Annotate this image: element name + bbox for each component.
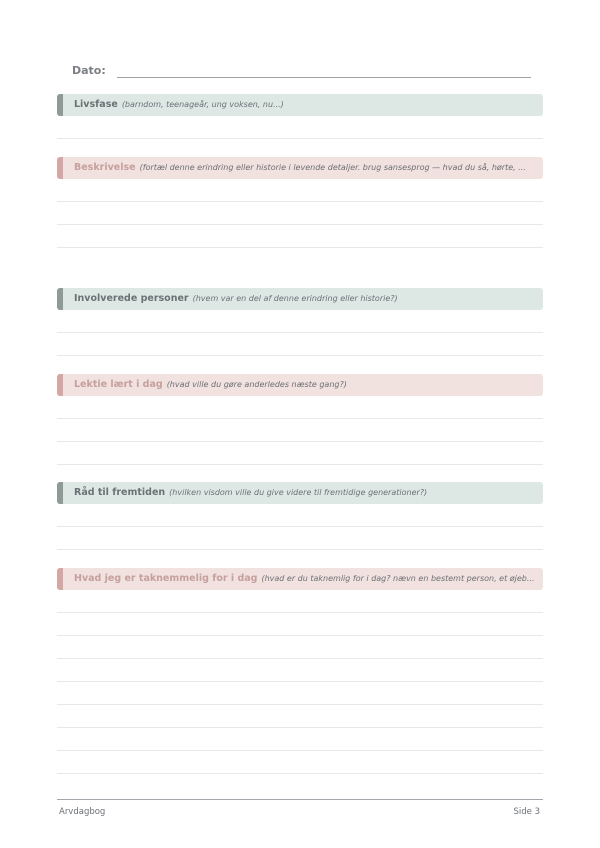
section-accent bbox=[57, 288, 63, 310]
section-title-text: Råd til fremtiden bbox=[74, 487, 166, 498]
writing-line[interactable] bbox=[57, 225, 543, 248]
writing-line[interactable] bbox=[57, 728, 543, 751]
writing-line[interactable] bbox=[57, 527, 543, 550]
writing-line[interactable] bbox=[57, 396, 543, 419]
section-0 bbox=[57, 94, 543, 139]
section-4 bbox=[57, 482, 543, 550]
section-header bbox=[57, 288, 543, 310]
section-header bbox=[57, 568, 543, 590]
section-header bbox=[57, 374, 543, 396]
writing-line[interactable] bbox=[57, 613, 543, 636]
writing-line[interactable] bbox=[57, 333, 543, 356]
writing-line[interactable] bbox=[57, 419, 543, 442]
writing-line[interactable] bbox=[57, 636, 543, 659]
section-accent bbox=[57, 374, 63, 396]
writing-line[interactable] bbox=[57, 202, 543, 225]
writing-lines bbox=[57, 116, 543, 139]
writing-lines bbox=[57, 504, 543, 550]
section-title bbox=[74, 379, 347, 390]
writing-line[interactable] bbox=[57, 179, 543, 202]
section-title-text: Beskrivelse bbox=[74, 162, 136, 173]
date-field-line[interactable] bbox=[117, 77, 531, 78]
writing-line[interactable] bbox=[57, 116, 543, 139]
page-number: Side 3 bbox=[513, 807, 540, 817]
section-title-text: Lektie lært i dag bbox=[74, 379, 163, 390]
section-header bbox=[57, 482, 543, 504]
section-3 bbox=[57, 374, 543, 465]
section-accent bbox=[57, 157, 63, 179]
section-title-text: Involverede personer bbox=[74, 293, 189, 304]
section-header bbox=[57, 157, 543, 179]
footer-title: Arvdagbog bbox=[59, 807, 106, 817]
writing-lines bbox=[57, 310, 543, 356]
section-accent bbox=[57, 94, 63, 116]
writing-line[interactable] bbox=[57, 705, 543, 728]
section-accent bbox=[57, 568, 63, 590]
section-accent bbox=[57, 482, 63, 504]
section-header bbox=[57, 94, 543, 116]
section-title bbox=[74, 487, 427, 498]
section-hint: (hvem var en del af denne erindring eller historie?) bbox=[192, 294, 398, 303]
writing-line[interactable] bbox=[57, 659, 543, 682]
section-title-text: Hvad jeg er taknemmelig for i dag bbox=[74, 573, 258, 584]
writing-lines bbox=[57, 396, 543, 465]
footer-rule bbox=[57, 799, 543, 800]
writing-lines bbox=[57, 179, 543, 248]
section-title bbox=[74, 162, 526, 173]
section-hint: (barndom, teenageår, ung voksen, nu...) bbox=[121, 100, 284, 109]
section-hint: (hvilken visdom ville du give videre til fremtidige generationer?) bbox=[169, 488, 428, 497]
section-2 bbox=[57, 288, 543, 356]
writing-lines bbox=[57, 590, 543, 774]
section-title-text: Livsfase bbox=[74, 99, 118, 110]
date-label: Dato: bbox=[72, 64, 106, 77]
section-1 bbox=[57, 157, 543, 248]
section-hint: (hvad er du taknemlig for i dag? nævn en bestemt person, et øjeb... bbox=[261, 574, 535, 583]
writing-line[interactable] bbox=[57, 751, 543, 774]
section-title bbox=[74, 293, 398, 304]
writing-line[interactable] bbox=[57, 442, 543, 465]
section-5 bbox=[57, 568, 543, 774]
writing-line[interactable] bbox=[57, 504, 543, 527]
writing-line[interactable] bbox=[57, 310, 543, 333]
section-title bbox=[74, 573, 535, 584]
section-title bbox=[74, 99, 284, 110]
section-hint: (hvad ville du gøre anderledes næste gang?) bbox=[166, 380, 347, 389]
writing-line[interactable] bbox=[57, 590, 543, 613]
section-hint: (fortæl denne erindring eller historie i levende detaljer. brug sansesprog — hvad du så, hørte, ... bbox=[139, 163, 526, 172]
writing-line[interactable] bbox=[57, 682, 543, 705]
